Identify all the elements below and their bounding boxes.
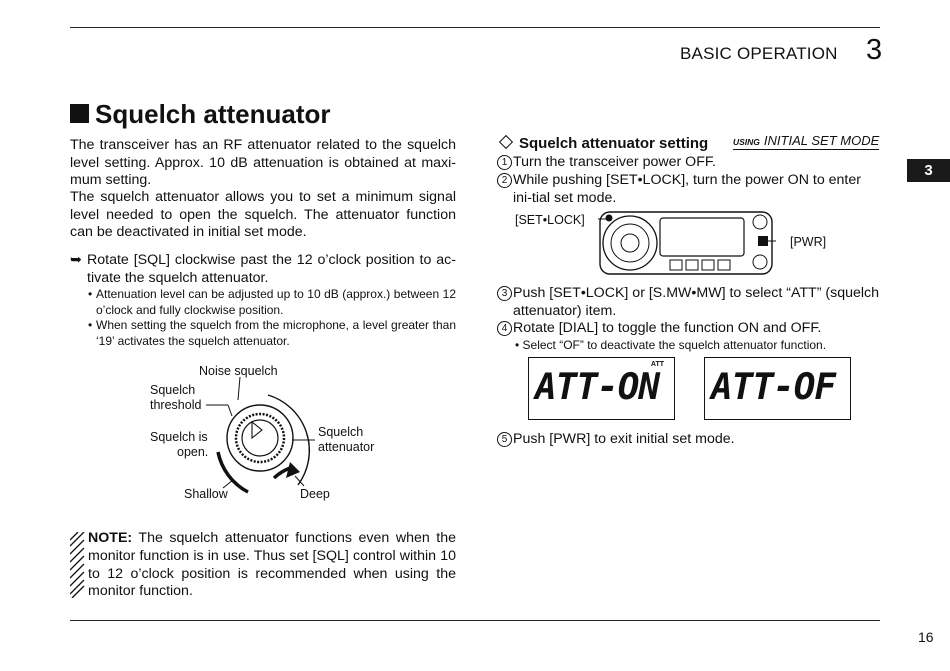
step-2: 2 While pushing [SET•LOCK], turn the power ON to enter ini-tial set mode. bbox=[497, 172, 883, 208]
step-3: 3 Push [SET•LOCK] or [S.MW•MW] to select “ATT” (squelch attenuator) item. bbox=[497, 285, 883, 321]
sub-note-2: • When setting the squelch from the microphone, a level greater than ‘19’ activates the squelch attenuator. bbox=[88, 318, 456, 348]
using-mode-badge: USING INITIAL SET MODE bbox=[733, 133, 880, 148]
arrow-head-icon bbox=[286, 462, 300, 478]
label-squelch-attenuator-1: Squelch bbox=[318, 425, 364, 439]
pwr-key bbox=[758, 236, 768, 246]
step-5: 5 Push [PWR] to exit initial set mode. bbox=[497, 431, 883, 449]
label-pwr: [PWR] bbox=[790, 235, 827, 249]
label-squelch-threshold-2: threshold bbox=[150, 398, 202, 412]
radio-front-panel bbox=[598, 208, 776, 278]
diamond-icon bbox=[499, 135, 513, 149]
lcd-text-on: ATT-ON bbox=[535, 367, 660, 408]
chapter-number: 3 bbox=[866, 34, 883, 66]
intro-paragraph-1: The transceiver has an RF attenuator related to the squelch level setting. Approx. 10 dB attenuation is obtained at maxi-mum setting. bbox=[70, 137, 456, 189]
label-deep: Deep bbox=[300, 487, 330, 501]
chapter-tab[interactable]: 3 bbox=[907, 159, 950, 182]
page-title-text: Squelch attenuator bbox=[95, 99, 331, 129]
instruction-bullet bbox=[70, 252, 456, 288]
setting-title: Squelch attenuator setting bbox=[498, 135, 708, 152]
square-bullet-icon bbox=[70, 104, 89, 123]
label-squelch-open-1: Squelch is bbox=[150, 430, 208, 444]
step-4-note: • Select “OF” to deactivate the squelch attenuator function. bbox=[515, 338, 827, 352]
arrow-right-icon: ➥ bbox=[70, 252, 82, 268]
lcd-display-on bbox=[528, 357, 675, 420]
section-title: BASIC OPERATION bbox=[680, 44, 838, 63]
note-hatch-icon bbox=[70, 532, 86, 598]
label-squelch-open-2: open. bbox=[177, 445, 209, 459]
label-squelch-attenuator-2: attenuator bbox=[318, 440, 375, 454]
note-label: NOTE: bbox=[88, 530, 133, 546]
label-set-lock: [SET•LOCK] bbox=[515, 213, 585, 227]
lcd-display-off bbox=[704, 357, 851, 420]
page-number: 16 bbox=[918, 629, 934, 645]
label-squelch-threshold-1: Squelch bbox=[150, 383, 196, 397]
header-rule bbox=[70, 27, 880, 28]
lcd-text-off: ATT-OF bbox=[711, 367, 836, 408]
label-shallow: Shallow bbox=[184, 487, 228, 501]
lcd-screen bbox=[660, 218, 744, 256]
note-block bbox=[88, 530, 456, 601]
label-noise-squelch: Noise squelch bbox=[199, 364, 278, 378]
sub-note-1: • Attenuation level can be adjusted up to 10 dB (approx.) between 12 o’clock and fully clockwise position. bbox=[88, 287, 456, 317]
footer-rule bbox=[70, 620, 880, 621]
set-lock-key bbox=[606, 215, 613, 222]
att-indicator: ATT bbox=[650, 361, 664, 368]
page-title bbox=[70, 99, 330, 130]
step-1: 1 Turn the transceiver power OFF. bbox=[497, 154, 883, 172]
instruction-text: Rotate [SQL] clockwise past the 12 o’clock position to ac-tivate the squelch attenuator. bbox=[87, 252, 456, 286]
note-text: The squelch attenuator functions even when the monitor function is in use. Thus set [SQL] control within 10 to 12 o’clock position is recommended when using the monitor function. bbox=[88, 530, 456, 600]
step-4: 4 Rotate [DIAL] to toggle the function ON and OFF. bbox=[497, 320, 883, 338]
intro-paragraph-2: The squelch attenuator allows you to set a minimum signal level needed to open the squelch. The attenuator function can be deactivated in initial set mode. bbox=[70, 189, 456, 241]
